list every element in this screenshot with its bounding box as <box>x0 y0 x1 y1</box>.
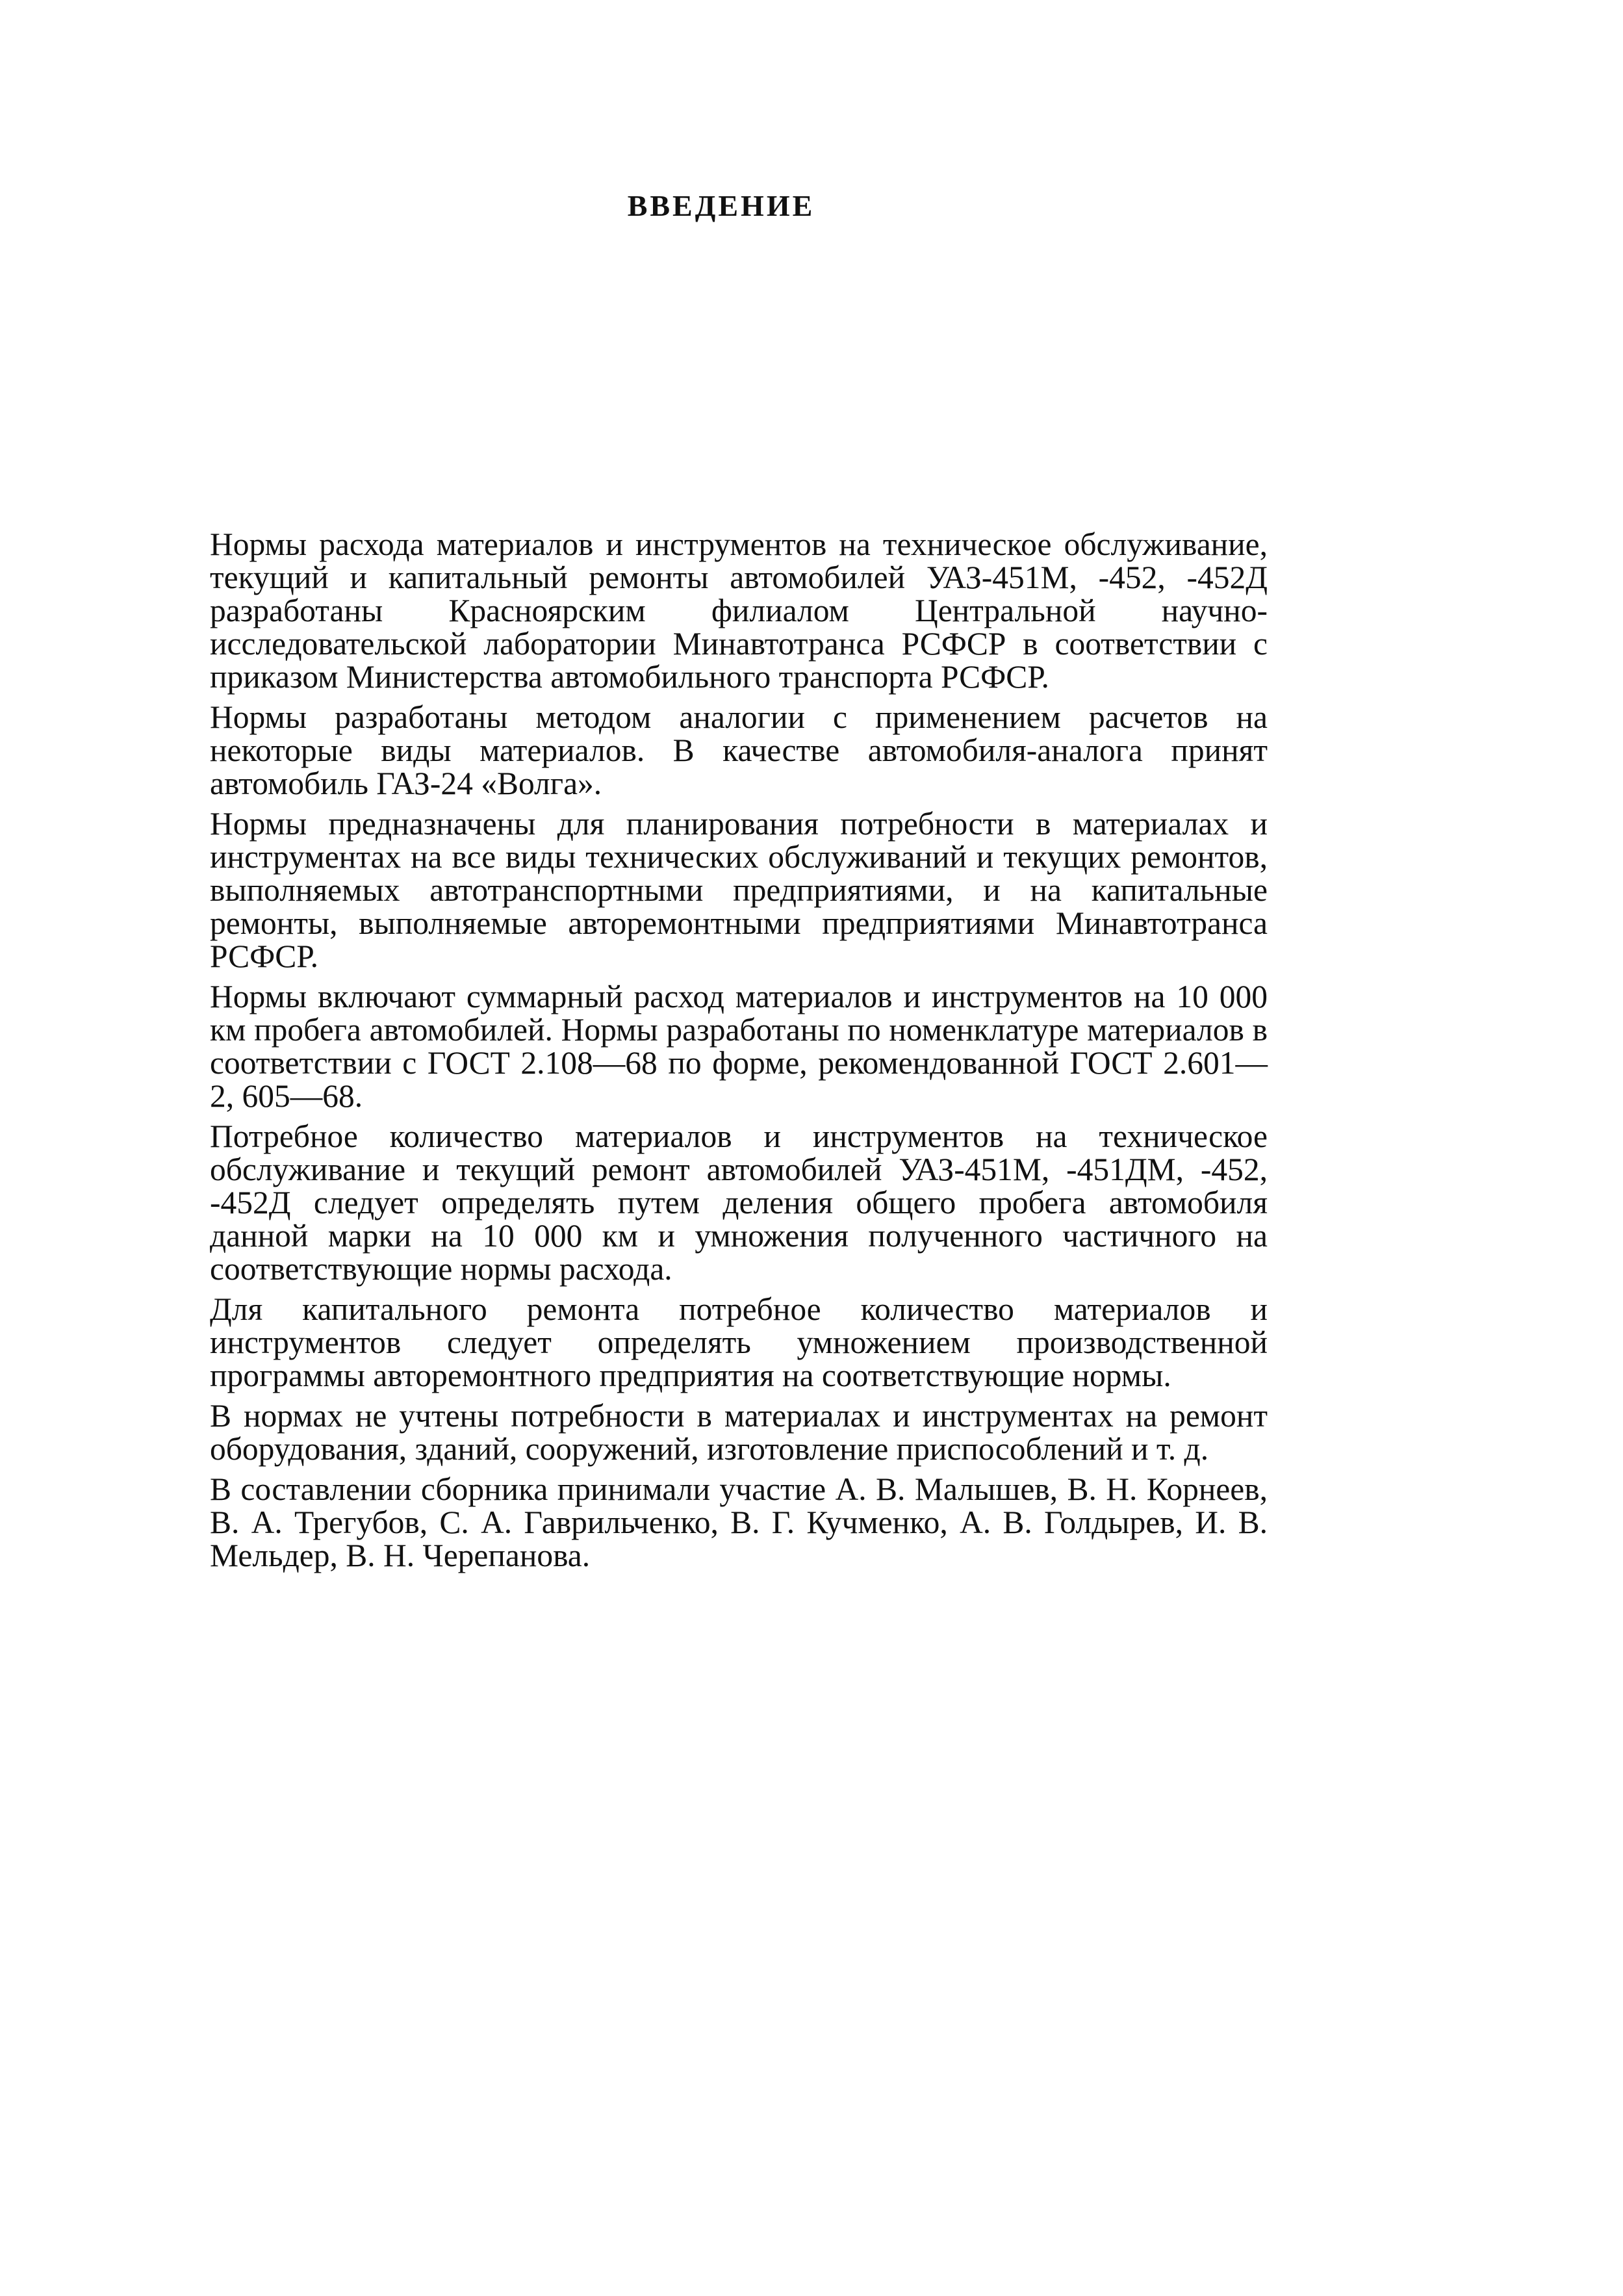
body-text <box>210 528 1268 1579</box>
paragraph-3: Нормы предназначены для планирования потребности в материалах и инструментах на все виды технических обслуживаний и текущих ремонтов, выполняемых автотранспортными предприятиями, и на капитальные ремонты, выполняемые авторемонтными предприятиями Минавтотранса РСФСР. <box>210 806 1268 974</box>
paragraph-2: Нормы разработаны методом аналогии с применением расчетов на некоторые виды материалов. В качестве автомобиля-аналога принят автомобиль ГАЗ-24 «Волга». <box>210 699 1268 801</box>
paragraph-6: Для капитального ремонта потребное количество материалов и инструментов следует определять умножением производственной программы авторемонтного предприятия на соответствующие нормы. <box>210 1291 1268 1393</box>
page-title: ВВЕДЕНИЕ <box>627 189 815 222</box>
paragraph-1: Нормы расхода материалов и инструментов на техническое обслуживание, текущий и капитальный ремонты автомобилей УАЗ-451М, -452, -452Д разработаны Красноярским филиалом Центральной научно-исследовательской лаборатории Минавтотранса РСФСР в соответствии с приказом Министерства автомобильного транспорта РСФСР. <box>210 526 1268 695</box>
paragraph-7: В нормах не учтены потребности в материалах и инструментах на ремонт оборудования, зданий, сооружений, изготовление приспособлений и т. д. <box>210 1398 1268 1467</box>
paragraph-5: Потребное количество материалов и инструментов на техническое обслуживание и текущий ремонт автомобилей УАЗ-451М, -451ДМ, -452, -452Д следует определять путем деления общего пробега автомобиля данной марки на 10 000 км и умножения полученного частичного на соответствующие нормы расхода. <box>210 1118 1268 1287</box>
paragraph-4: Нормы включают суммарный расход материалов и инструментов на 10 000 км пробега автомобилей. Нормы разработаны по номенклатуре материалов в соответствии с ГОСТ 2.108—68 по форме, рекомендованной ГОСТ 2.601—2, 605—68. <box>210 979 1268 1114</box>
paragraph-8: В составлении сборника принимали участие А. В. Малышев, В. Н. Корнеев, В. А. Трегубов, С. А. Гаврильченко, В. Г. Кучменко, А. В. Голдырев, И. В. Мельдер, В. Н. Черепанова. <box>210 1471 1268 1573</box>
